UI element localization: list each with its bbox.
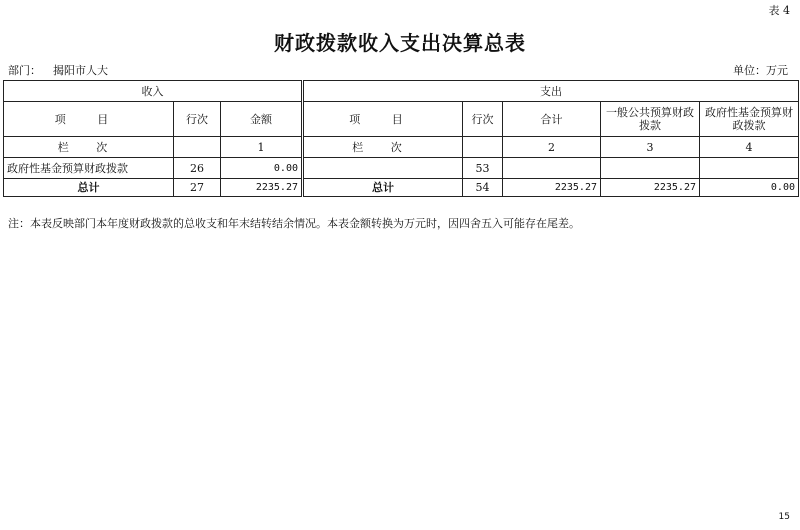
row-expense-number: 53 xyxy=(463,158,503,179)
total-row-number: 27 xyxy=(174,179,221,197)
fund-budget-header: 政府性基金预算财政拨款 xyxy=(700,102,799,137)
table-cell xyxy=(174,137,221,158)
column-index-row xyxy=(4,137,799,158)
general-column-index: 3 xyxy=(601,137,700,158)
expense-header: 支出 xyxy=(303,81,799,102)
row-total xyxy=(503,158,601,179)
column-index-label: 栏 次 xyxy=(4,137,174,158)
expense-column-index-label: 栏 次 xyxy=(303,137,463,158)
expense-item-header: 项 目 xyxy=(303,102,463,137)
table-number: 表 4 xyxy=(768,4,790,17)
total-expense-total: 2235.27 xyxy=(503,179,601,197)
total-header: 合计 xyxy=(503,102,601,137)
total-column-index: 2 xyxy=(503,137,601,158)
total-item: 总计 xyxy=(4,179,174,197)
row-item: 政府性基金预算财政拨款 xyxy=(4,158,174,179)
department-label: 部门： xyxy=(8,64,41,77)
total-general: 2235.27 xyxy=(601,179,700,197)
department-name: 揭阳市人大 xyxy=(53,64,108,77)
table-cell xyxy=(463,137,503,158)
department-line xyxy=(8,62,120,78)
column-header-row xyxy=(4,102,799,137)
total-row xyxy=(4,179,799,197)
total-fund: 0.00 xyxy=(700,179,799,197)
section-header-row xyxy=(4,81,799,102)
row-general xyxy=(601,158,700,179)
total-expense-item: 总计 xyxy=(303,179,463,197)
table-row xyxy=(4,158,799,179)
total-expense-row-number: 54 xyxy=(463,179,503,197)
amount-column-index: 1 xyxy=(221,137,303,158)
row-expense-item xyxy=(303,158,463,179)
income-header: 收入 xyxy=(4,81,303,102)
fund-column-index: 4 xyxy=(700,137,799,158)
item-header: 项 目 xyxy=(4,102,174,137)
general-budget-header: 一般公共预算财政拨款 xyxy=(601,102,700,137)
page-title: 财政拨款收入支出决算总表 xyxy=(274,31,526,55)
unit-label: 单位：万元 xyxy=(733,64,788,77)
row-no-header: 行次 xyxy=(174,102,221,137)
footnote: 注：本表反映部门本年度财政拨款的总收支和年末结转结余情况。本表金额转换为万元时，因四舍五入可能存在尾差。 xyxy=(8,217,580,230)
row-fund xyxy=(700,158,799,179)
budget-summary-table xyxy=(3,80,799,197)
row-amount: 0.00 xyxy=(221,158,303,179)
row-number: 26 xyxy=(174,158,221,179)
page-number: 15 xyxy=(778,512,790,522)
amount-header: 金额 xyxy=(221,102,303,137)
expense-row-no-header: 行次 xyxy=(463,102,503,137)
total-amount: 2235.27 xyxy=(221,179,303,197)
